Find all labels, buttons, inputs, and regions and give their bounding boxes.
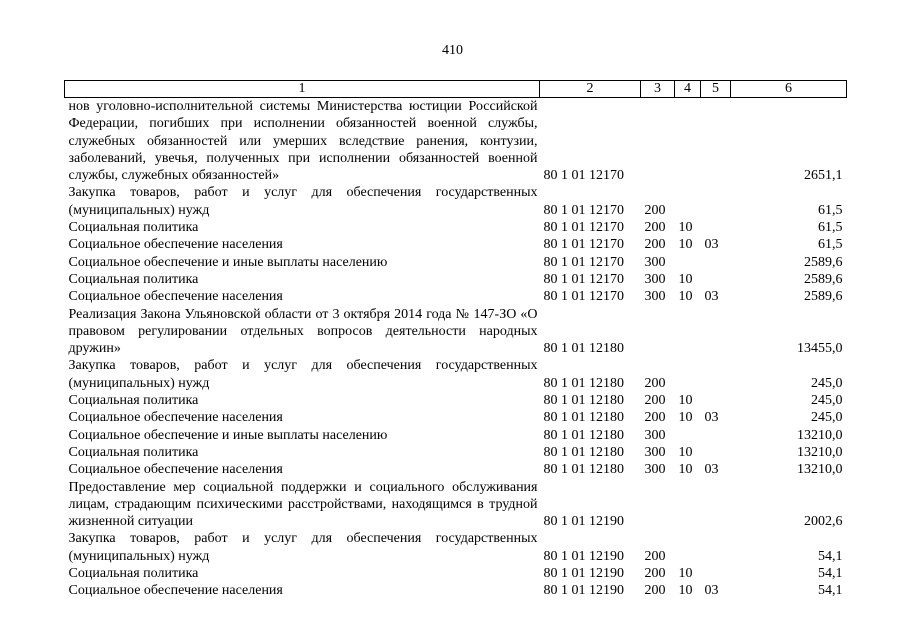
- row-amount: 13210,0: [797, 462, 843, 478]
- row-name: Закупка товаров, работ и услуг для обеспечения государственных (муниципальных) нужд: [68, 358, 538, 391]
- row-amount: 61,5: [818, 237, 843, 253]
- row-code: 80 1 01 12190: [543, 566, 624, 582]
- table-row: [65, 409, 847, 426]
- row-code: 80 1 01 12180: [543, 393, 624, 409]
- row-amount: 2589,6: [804, 254, 843, 270]
- row-code: 80 1 01 12190: [543, 514, 624, 530]
- header-row: [65, 81, 847, 98]
- header-col-4: 4: [675, 81, 701, 98]
- row-section: 10: [678, 237, 693, 253]
- row-amount: 2002,6: [804, 514, 843, 530]
- row-expense-type: [641, 306, 675, 358]
- row-subsection: [701, 392, 731, 409]
- row-amount: 13210,0: [797, 427, 843, 443]
- row-expense-type: 200: [644, 393, 666, 409]
- row-amount: 2589,6: [804, 289, 843, 305]
- row-section: 10: [678, 462, 693, 478]
- row-section: [675, 254, 701, 271]
- row-expense-type: 200: [644, 410, 666, 426]
- row-subsection: [701, 479, 731, 531]
- row-name: Социальное обеспечение и иные выплаты населению: [68, 427, 388, 443]
- row-section: [675, 479, 701, 531]
- row-name: Социальное обеспечение населения: [68, 237, 283, 253]
- row-code: 80 1 01 12190: [543, 583, 624, 599]
- table-row: [65, 98, 847, 185]
- row-expense-type: 200: [644, 566, 666, 582]
- row-section: 10: [678, 566, 693, 582]
- row-section: 10: [678, 271, 693, 287]
- table-row: [65, 254, 847, 271]
- row-section: 10: [678, 410, 693, 426]
- row-expense-type: 200: [644, 237, 666, 253]
- table-row: [65, 530, 847, 565]
- row-expense-type: 300: [644, 289, 666, 305]
- row-subsection: 03: [704, 289, 719, 305]
- row-expense-type: 300: [644, 427, 666, 443]
- row-expense-type: 300: [644, 444, 666, 460]
- row-section: [675, 98, 701, 185]
- table-row: [65, 236, 847, 253]
- row-name: Закупка товаров, работ и услуг для обеспечения государственных (муниципальных) нужд: [68, 185, 538, 218]
- row-name: Реализация Закона Ульяновской области от 3 октября 2014 года № 147-ЗО «О правовом регулировании отдельных вопросов деятельности народных дружин»: [68, 306, 538, 357]
- row-subsection: [701, 98, 731, 185]
- row-subsection: [701, 565, 731, 582]
- row-expense-type: 200: [644, 583, 666, 599]
- table-row: [65, 461, 847, 478]
- row-expense-type: 300: [644, 271, 666, 287]
- row-amount: 54,1: [818, 583, 843, 599]
- row-name: Социальная политика: [68, 393, 199, 409]
- row-subsection: [701, 184, 731, 219]
- row-name: нов уголовно-исполнительной системы Министерства юстиции Российской Федерации, погибших при исполнении обязанностей военной службы, служебных обязанностей или умерших вследствие ранения, контузии, заболеваний, увечья, полученных при исполнении обязанностей военной службы, служебных обязанностей»: [68, 99, 538, 184]
- row-subsection: [701, 357, 731, 392]
- row-name: Социальная политика: [68, 220, 199, 236]
- row-expense-type: 200: [644, 220, 666, 236]
- row-subsection: 03: [704, 462, 719, 478]
- row-expense-type: 200: [644, 202, 666, 218]
- table-row: [65, 444, 847, 461]
- budget-table: [64, 80, 847, 600]
- row-subsection: [701, 271, 731, 288]
- row-expense-type: 200: [644, 375, 666, 391]
- row-code: 80 1 01 12180: [543, 462, 624, 478]
- row-code: 80 1 01 12170: [543, 237, 624, 253]
- row-amount: 245,0: [811, 410, 843, 426]
- row-name: Социальное обеспечение населения: [68, 462, 283, 478]
- table-row: [65, 565, 847, 582]
- header-col-2: 2: [540, 81, 641, 98]
- row-subsection: 03: [704, 583, 719, 599]
- row-code: 80 1 01 12170: [543, 271, 624, 287]
- row-code: 80 1 01 12170: [543, 289, 624, 305]
- row-code: 80 1 01 12180: [543, 427, 624, 443]
- row-subsection: 03: [704, 237, 719, 253]
- row-section: [675, 530, 701, 565]
- row-subsection: [701, 530, 731, 565]
- row-section: [675, 427, 701, 444]
- header-col-5: 5: [701, 81, 731, 98]
- row-section: [675, 306, 701, 358]
- row-name: Социальное обеспечение населения: [68, 583, 283, 599]
- row-amount: 54,1: [818, 548, 843, 564]
- row-name: Социальная политика: [68, 566, 199, 582]
- table-row: [65, 219, 847, 236]
- row-name: Социальная политика: [68, 444, 199, 460]
- row-code: 80 1 01 12190: [543, 548, 624, 564]
- row-subsection: 03: [704, 410, 719, 426]
- row-section: 10: [678, 220, 693, 236]
- row-amount: 245,0: [811, 393, 843, 409]
- row-expense-type: 300: [644, 462, 666, 478]
- row-amount: 61,5: [818, 202, 843, 218]
- row-code: 80 1 01 12180: [543, 410, 624, 426]
- row-code: 80 1 01 12170: [543, 168, 624, 184]
- row-amount: 61,5: [818, 220, 843, 236]
- row-amount: 13455,0: [797, 341, 843, 357]
- row-name: Социальная политика: [68, 271, 199, 287]
- table-row: [65, 427, 847, 444]
- table-row: [65, 288, 847, 305]
- header-col-1: 1: [65, 81, 540, 98]
- table-row: [65, 306, 847, 358]
- row-subsection: [701, 427, 731, 444]
- row-section: [675, 184, 701, 219]
- row-expense-type: [641, 98, 675, 185]
- row-section: 10: [678, 444, 693, 460]
- row-amount: 245,0: [811, 375, 843, 391]
- table-row: [65, 392, 847, 409]
- row-section: 10: [678, 393, 693, 409]
- row-code: 80 1 01 12170: [543, 202, 624, 218]
- row-code: 80 1 01 12180: [543, 341, 624, 357]
- row-code: 80 1 01 12180: [543, 444, 624, 460]
- header-col-3: 3: [641, 81, 675, 98]
- row-amount: 54,1: [818, 566, 843, 582]
- row-subsection: [701, 219, 731, 236]
- row-code: 80 1 01 12170: [543, 254, 624, 270]
- table-row: [65, 271, 847, 288]
- row-expense-type: 200: [644, 548, 666, 564]
- row-name: Предоставление мер социальной поддержки и социального обслуживания лицам, страдающим психическими расстройствами, находящимся в трудной жизненной ситуации: [68, 479, 538, 530]
- row-name: Социальное обеспечение населения: [68, 410, 283, 426]
- row-amount: 2651,1: [804, 168, 843, 184]
- row-expense-type: 300: [644, 254, 666, 270]
- page-number: 410: [442, 43, 463, 58]
- table-row: [65, 357, 847, 392]
- header-col-6: 6: [731, 81, 847, 98]
- table-header: [65, 81, 847, 98]
- row-expense-type: [641, 479, 675, 531]
- row-name: Закупка товаров, работ и услуг для обеспечения государственных (муниципальных) нужд: [68, 531, 538, 564]
- table-row: [65, 479, 847, 531]
- row-code: 80 1 01 12180: [543, 375, 624, 391]
- table-row: [65, 582, 847, 599]
- table-body: [65, 98, 847, 600]
- row-name: Социальное обеспечение и иные выплаты населению: [68, 254, 388, 270]
- row-subsection: [701, 444, 731, 461]
- row-section: [675, 357, 701, 392]
- row-amount: 2589,6: [804, 271, 843, 287]
- row-subsection: [701, 254, 731, 271]
- row-amount: 13210,0: [797, 444, 843, 460]
- row-section: 10: [678, 289, 693, 305]
- row-name: Социальное обеспечение населения: [68, 289, 283, 305]
- row-section: 10: [678, 583, 693, 599]
- table-row: [65, 184, 847, 219]
- row-code: 80 1 01 12170: [543, 220, 624, 236]
- row-subsection: [701, 306, 731, 358]
